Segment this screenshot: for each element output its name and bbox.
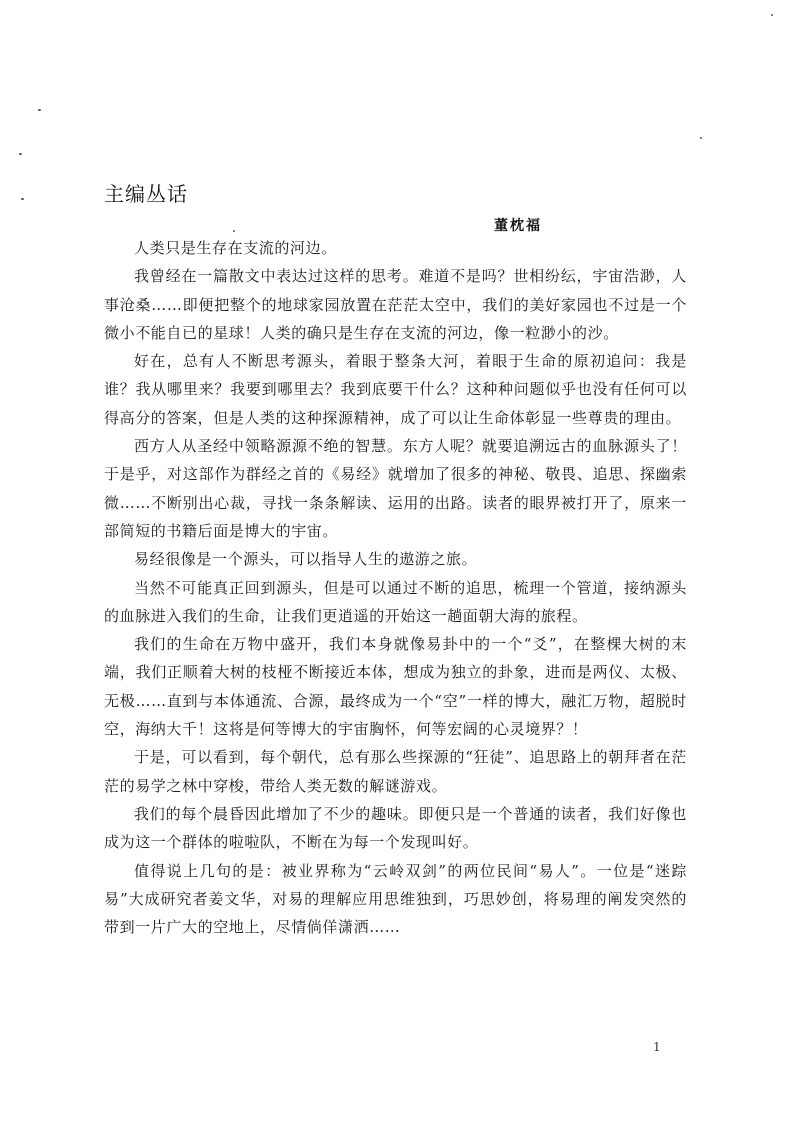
paragraph: 西方人从圣经中领略源源不绝的智慧。东方人呢？就要追溯远古的血脉源头了！于是乎，对这部作为群经之首的《易经》就增加了很多的神秘、敬畏、追思、探幽索微……不断别出心裁，寻找一条条解读、运用的出路。读者的眼界被打开了，原来一部简短的书籍后面是博大的宇宙。: [104, 437, 687, 540]
scan-speck: [233, 230, 235, 232]
scan-speck: [38, 109, 41, 111]
paragraph: 好在，总有人不断思考源头，着眼于整条大河，着眼于生命的原初追问：我是谁？我从哪里来？我要到哪里去？我到底要干什么？这种种问题似乎也没有任何可以得高分的答案，但是人类的这种探源精神，成了可以让生命体彰显一些尊贵的理由。: [104, 352, 687, 427]
paragraph: 易经很像是一个源头，可以指导人生的遨游之旅。: [134, 550, 478, 569]
paragraph: 我们的每个晨昏因此增加了不少的趣味。即便只是一个普通的读者，我们好像也成为这一个群体的啦啦队，不断在为每一个发现叫好。: [104, 804, 687, 852]
scan-speck: [19, 153, 22, 155]
body-text: [104, 234, 687, 941]
paragraph: 我们的生命在万物中盛开，我们本身就像易卦中的一个“爻”，在整棵大树的末端，我们正顺着大树的枝桠不断接近本体，想成为独立的卦象，进而是两仪、太极、无极……直到与本体通流、合源，最终成为一个“空”一样的博大，融汇万物，超脱时空，海纳大千！这将是何等博大的宇宙胸怀，何等宏阔的心灵境界？！: [104, 635, 687, 739]
scan-speck: [771, 14, 773, 16]
paragraph: 当然不可能真正回到源头，但是可以通过不断的追思，梳理一个管道，接纳源头的血脉进入我们的生命，让我们更逍遥的开始这一趟面朝大海的旅程。: [104, 578, 687, 625]
page-number: 1: [653, 1040, 661, 1054]
paragraph: 我曾经在一篇散文中表达过这样的思考。难道不是吗？世相纷纭，宇宙浩渺，人事沧桑……即便把整个的地球家园放置在茫茫太空中，我们的美好家园也不过是一个微小不能自已的星球！人类的确只是生存在支流的河边，像一粒渺小的沙。: [104, 267, 687, 342]
paragraph: 人类只是生存在支流的河边。: [134, 239, 337, 257]
scan-speck: [700, 137, 702, 139]
page-title: 主编丛话: [104, 182, 188, 206]
paragraph: 值得说上几句的是：被业界称为“云岭双剑”的两位民间“易人”。一位是“迷踪易”大成研究者姜文华，对易的理解应用思维独到，巧思妙创，将易理的阐发突然的带到一片广大的空地上，尽情倘佯潇洒……: [104, 861, 687, 937]
author-name: 董枕福: [494, 218, 542, 234]
paragraph: 于是，可以看到，每个朝代，总有那么些探源的“狂徒”、追思路上的朝拜者在茫茫的易学之林中穿梭，带给人类无数的解谜游戏。: [104, 748, 687, 795]
scan-speck: [21, 198, 24, 200]
